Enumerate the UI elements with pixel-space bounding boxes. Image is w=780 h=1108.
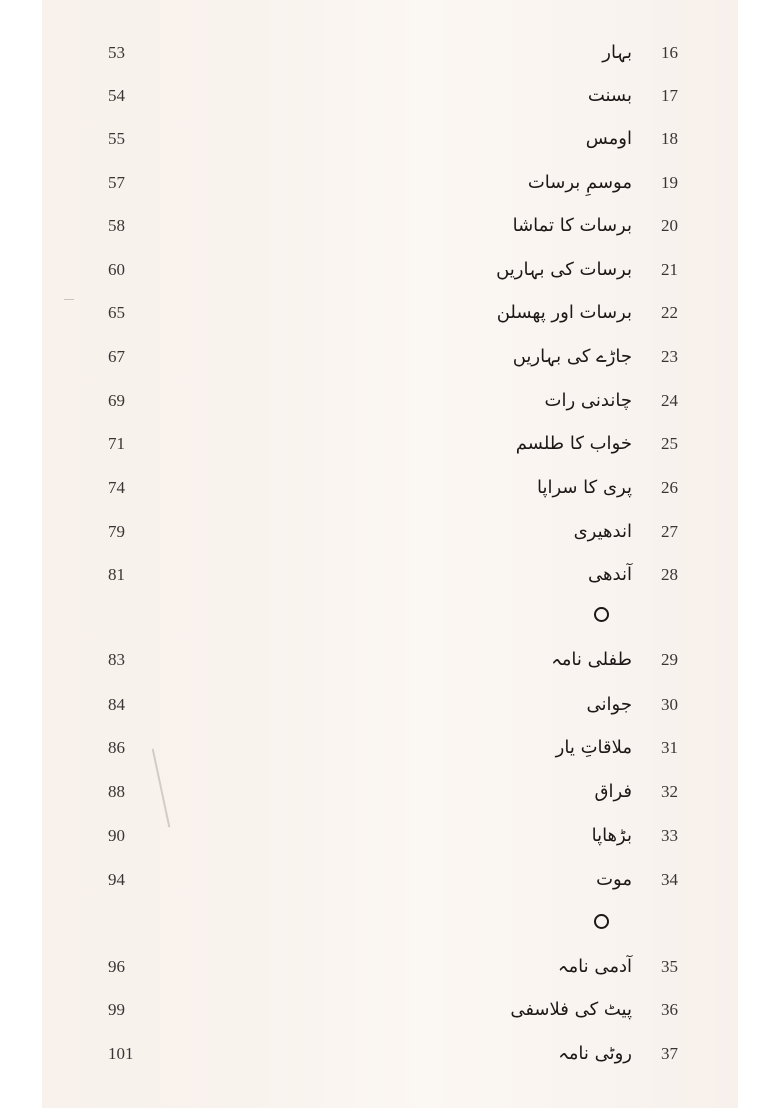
entry-title: برسات کی بہاریں <box>496 259 632 280</box>
serial-number: 26 <box>661 478 678 497</box>
entry-title: آندھی <box>588 564 632 585</box>
toc-entry[interactable] <box>42 342 738 372</box>
toc-entry[interactable] <box>42 429 738 459</box>
entry-title: خواب کا طلسم <box>515 433 632 454</box>
serial-number: 29 <box>661 650 678 669</box>
page-number: 67 <box>108 347 125 366</box>
page-number: 86 <box>108 738 125 757</box>
toc-entry[interactable] <box>42 81 738 111</box>
entry-title: اومس <box>585 128 632 149</box>
serial-number: 31 <box>661 738 678 757</box>
serial-number: 27 <box>661 522 678 541</box>
serial-number: 17 <box>661 86 678 105</box>
entry-title: موسمِ برسات <box>527 172 632 193</box>
serial-number: 20 <box>661 216 678 235</box>
entry-title: اندھیری <box>573 521 632 542</box>
page-number: 81 <box>108 565 125 584</box>
entry-title: بسنت <box>587 85 632 106</box>
serial-number: 18 <box>661 129 678 148</box>
entry-title: جاڑے کی بہاریں <box>512 346 632 367</box>
serial-number: 24 <box>661 391 678 410</box>
entry-title: پری کا سراپا <box>536 477 632 498</box>
page-number: 53 <box>108 43 125 62</box>
page-number: 71 <box>108 434 125 453</box>
toc-entry[interactable] <box>42 821 738 851</box>
page-number: 65 <box>108 303 125 322</box>
entry-title: طفلی نامہ <box>551 649 632 670</box>
serial-number: 23 <box>661 347 678 366</box>
toc-entry[interactable] <box>42 865 738 895</box>
serial-number: 34 <box>661 870 678 889</box>
entry-title: برسات کا تماشا <box>512 215 632 236</box>
toc-entry[interactable] <box>42 298 738 328</box>
toc-entry[interactable] <box>42 211 738 241</box>
page-number: 58 <box>108 216 125 235</box>
serial-number: 21 <box>661 260 678 279</box>
serial-number: 36 <box>661 1000 678 1019</box>
toc-entry[interactable] <box>42 560 738 590</box>
entry-title: روٹی نامہ <box>558 1043 632 1064</box>
page-number: 54 <box>108 86 125 105</box>
page-number: 99 <box>108 1000 125 1019</box>
entry-title: چاندنی رات <box>544 390 632 411</box>
entry-title: بہار <box>602 42 632 63</box>
entry-title: ملاقاتِ یار <box>555 737 632 758</box>
serial-number: 28 <box>661 565 678 584</box>
entry-title: آدمی نامہ <box>557 956 632 977</box>
toc-entry[interactable] <box>42 386 738 416</box>
page-number: 88 <box>108 782 125 801</box>
page-number: 84 <box>108 695 125 714</box>
entry-title: برسات اور پھسلن <box>496 302 632 323</box>
toc-entry[interactable] <box>42 38 738 68</box>
serial-number: 33 <box>661 826 678 845</box>
page-number: 90 <box>108 826 125 845</box>
circle-icon <box>594 607 609 622</box>
toc-entry[interactable] <box>42 1039 738 1069</box>
entry-title: پیٹ کی فلاسفی <box>510 999 632 1020</box>
page-number: 60 <box>108 260 125 279</box>
page-number: 101 <box>108 1044 134 1063</box>
serial-number: 16 <box>661 43 678 62</box>
entry-title: موت <box>596 869 632 890</box>
serial-number: 30 <box>661 695 678 714</box>
serial-number: 19 <box>661 173 678 192</box>
entry-title: جوانی <box>586 694 632 715</box>
entry-title: فراق <box>594 781 632 802</box>
toc-entry[interactable] <box>42 645 738 675</box>
toc-entry[interactable] <box>42 733 738 763</box>
toc-entry[interactable] <box>42 952 738 982</box>
page-number: 83 <box>108 650 125 669</box>
entry-title: بڑھاپا <box>591 825 632 846</box>
toc-entry[interactable] <box>42 124 738 154</box>
serial-number: 35 <box>661 957 678 976</box>
serial-number: 37 <box>661 1044 678 1063</box>
circle-icon <box>594 914 609 929</box>
page-number: 69 <box>108 391 125 410</box>
toc-entry[interactable] <box>42 995 738 1025</box>
page-number: 55 <box>108 129 125 148</box>
toc-entry[interactable] <box>42 255 738 285</box>
toc-entry[interactable] <box>42 473 738 503</box>
page-number: 79 <box>108 522 125 541</box>
serial-number: 32 <box>661 782 678 801</box>
toc-entry[interactable] <box>42 168 738 198</box>
toc-entry[interactable] <box>42 517 738 547</box>
serial-number: 25 <box>661 434 678 453</box>
toc-entry[interactable] <box>42 690 738 720</box>
serial-number: 22 <box>661 303 678 322</box>
scanned-page <box>42 0 738 1108</box>
toc-entry[interactable] <box>42 777 738 807</box>
page-number: 74 <box>108 478 125 497</box>
page-number: 94 <box>108 870 125 889</box>
page-number: 57 <box>108 173 125 192</box>
page-number: 96 <box>108 957 125 976</box>
